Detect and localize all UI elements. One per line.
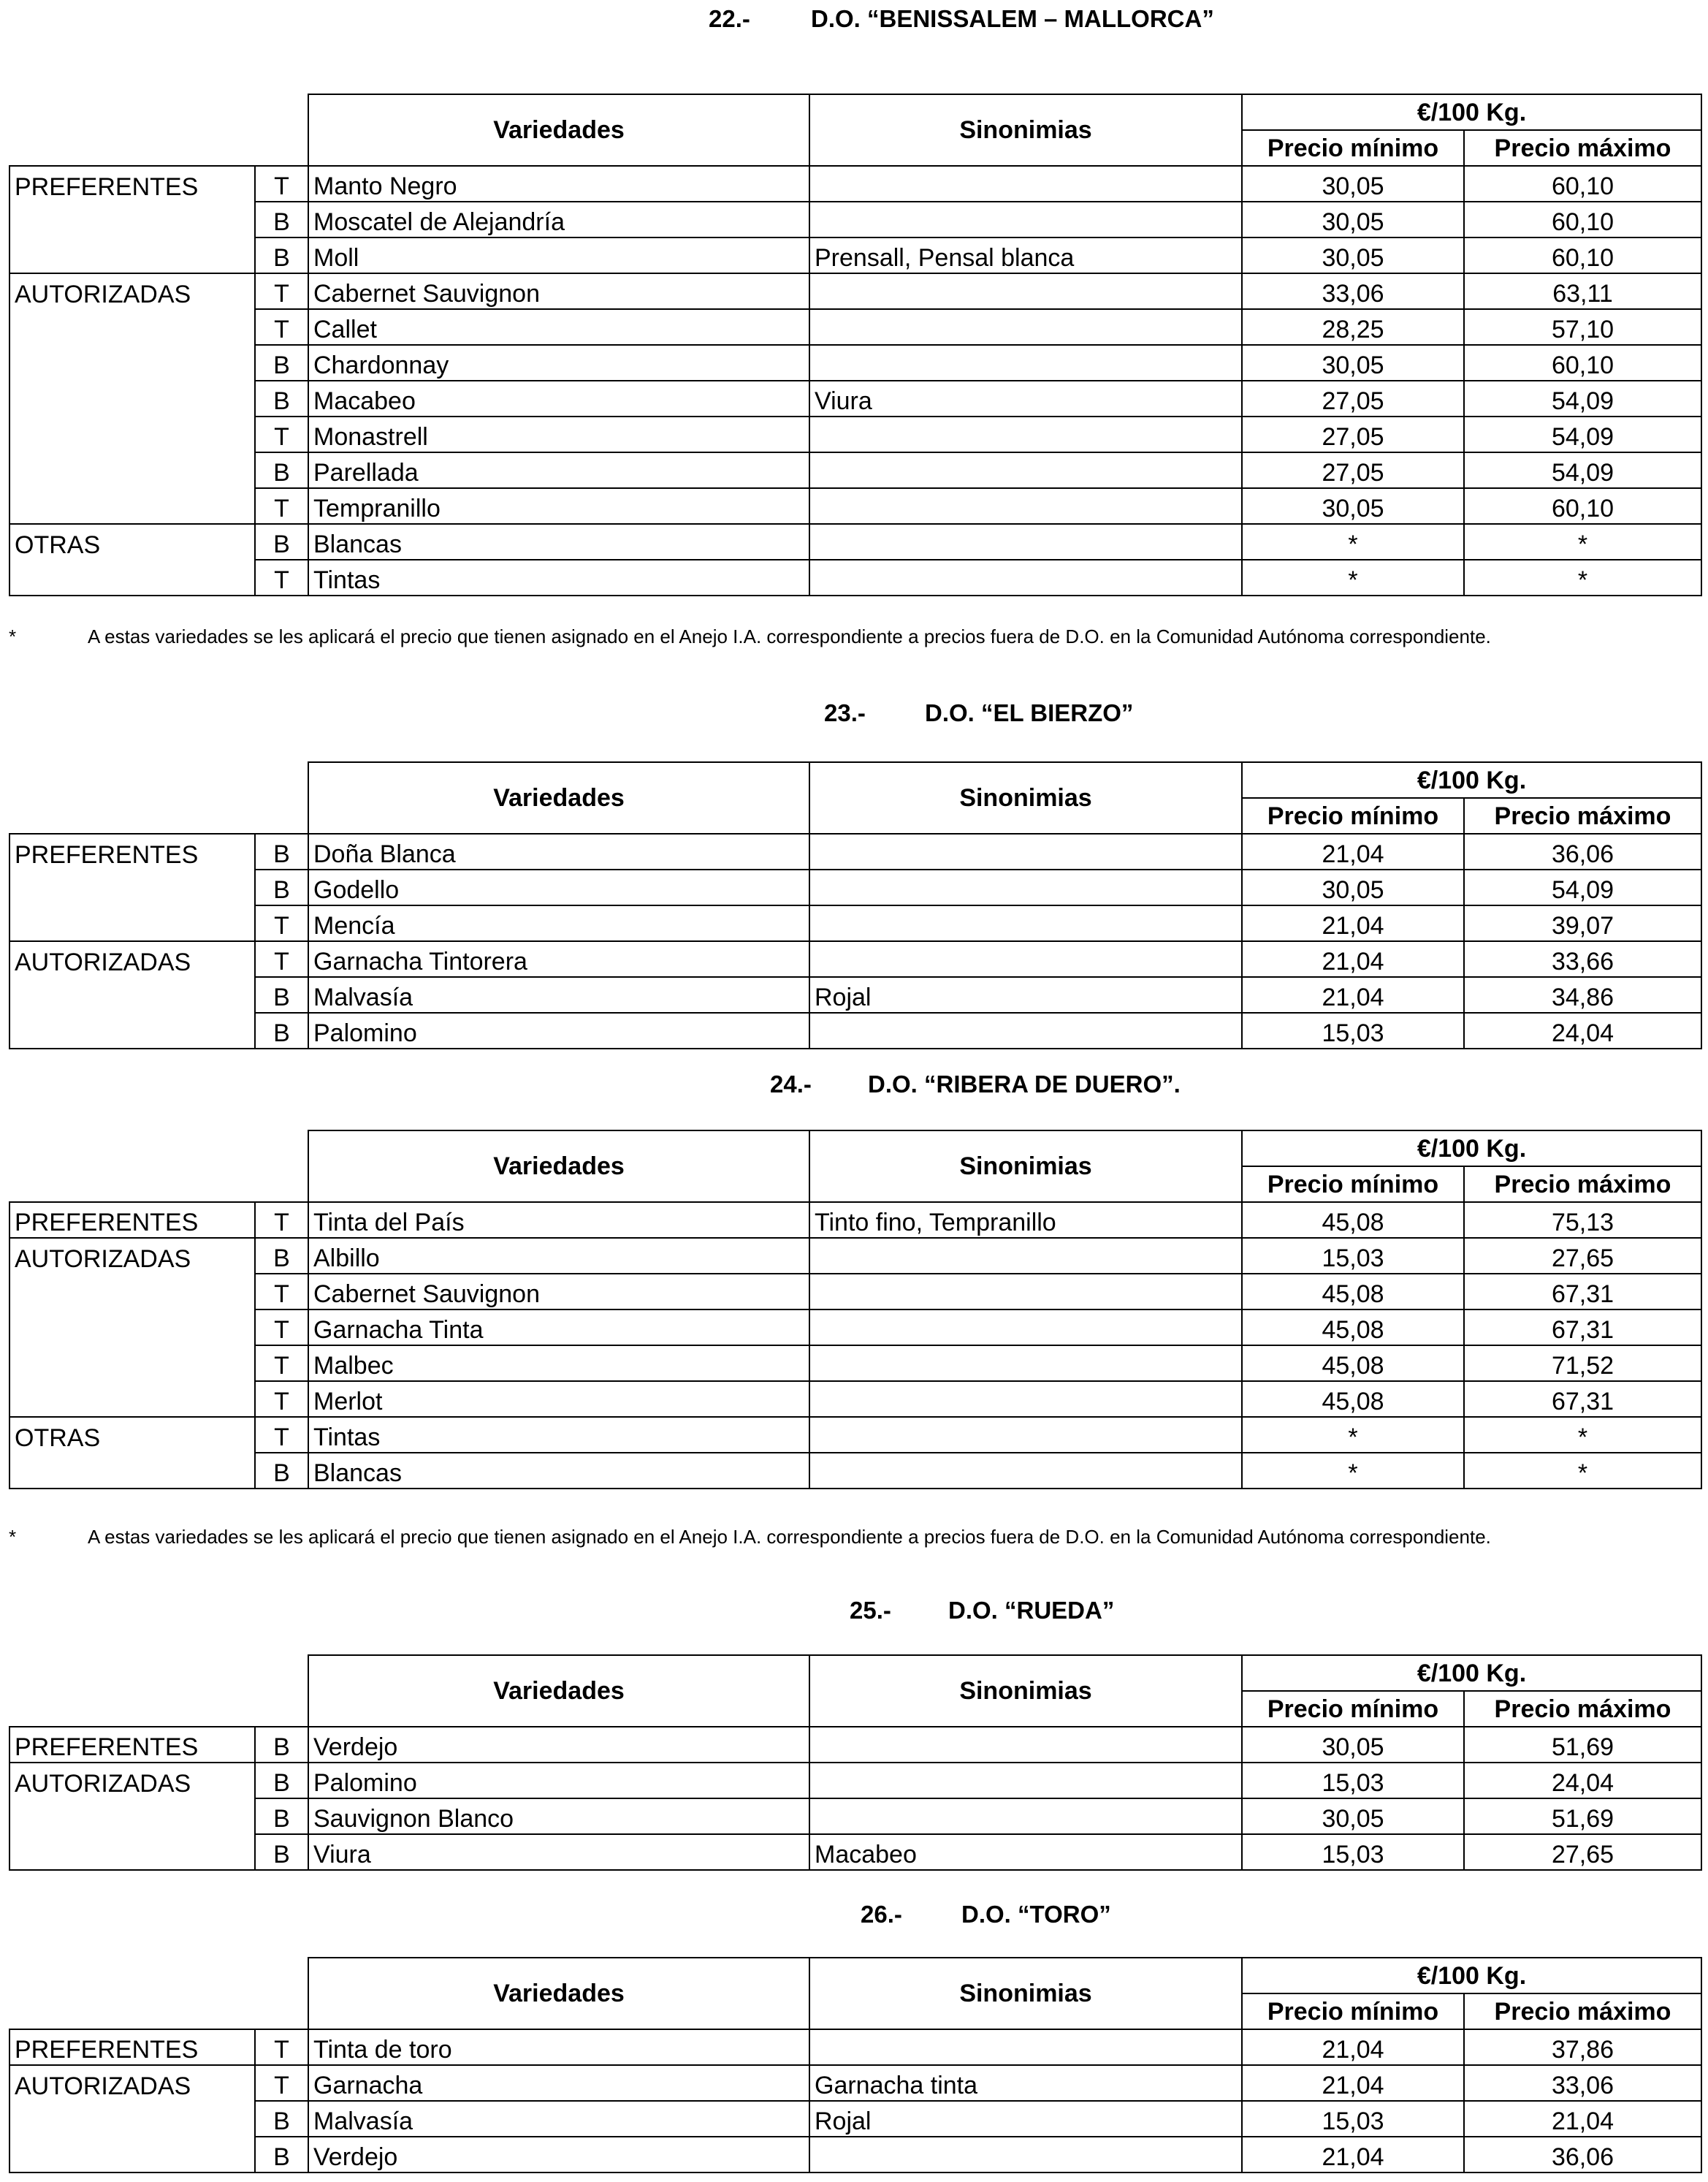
grape-type-cell: T bbox=[255, 1345, 308, 1381]
synonym-cell bbox=[809, 1381, 1242, 1417]
table-row bbox=[9, 381, 1701, 417]
category-cell bbox=[9, 381, 255, 417]
variety-cell: Malvasía bbox=[308, 2101, 809, 2137]
min-price-cell: 30,05 bbox=[1242, 870, 1464, 905]
variety-cell: Garnacha Tintorera bbox=[308, 941, 809, 977]
grape-type-cell: B bbox=[255, 2101, 308, 2137]
table-row bbox=[9, 2101, 1701, 2137]
grape-type-cell: T bbox=[255, 166, 308, 202]
section-title bbox=[0, 1068, 1708, 1100]
grape-type-cell: B bbox=[255, 977, 308, 1013]
variety-cell: Tintas bbox=[308, 560, 809, 596]
footnote-marker: * bbox=[9, 1526, 17, 1548]
synonym-cell bbox=[809, 488, 1242, 524]
header-precio-minimo: Precio mínimo bbox=[1242, 798, 1464, 834]
max-price-cell: 24,04 bbox=[1464, 1763, 1701, 1798]
table-row bbox=[9, 1798, 1701, 1834]
grape-type-cell: B bbox=[255, 1763, 308, 1798]
category-cell bbox=[9, 2137, 255, 2173]
category-cell bbox=[9, 1013, 255, 1049]
synonym-cell bbox=[809, 166, 1242, 202]
header-price-group: €/100 Kg. bbox=[1242, 1130, 1701, 1166]
synonym-cell bbox=[809, 560, 1242, 596]
synonym-cell bbox=[809, 1345, 1242, 1381]
synonym-cell bbox=[809, 309, 1242, 345]
grape-type-cell: T bbox=[255, 417, 308, 452]
category-cell: PREFERENTES bbox=[9, 1727, 255, 1763]
synonym-cell bbox=[809, 1309, 1242, 1345]
min-price-cell: 21,04 bbox=[1242, 977, 1464, 1013]
variety-cell: Chardonnay bbox=[308, 345, 809, 381]
header-precio-maximo: Precio máximo bbox=[1464, 798, 1701, 834]
variety-cell: Godello bbox=[308, 870, 809, 905]
variety-cell: Albillo bbox=[308, 1238, 809, 1274]
min-price-cell: 33,06 bbox=[1242, 273, 1464, 309]
max-price-cell: * bbox=[1464, 560, 1701, 596]
min-price-cell: 30,05 bbox=[1242, 1798, 1464, 1834]
variety-cell: Macabeo bbox=[308, 381, 809, 417]
synonym-cell bbox=[809, 941, 1242, 977]
variety-cell: Monastrell bbox=[308, 417, 809, 452]
max-price-cell: 21,04 bbox=[1464, 2101, 1701, 2137]
price-table bbox=[9, 761, 1702, 1049]
table-row bbox=[9, 1274, 1701, 1309]
section-heading: D.O. “RUEDA” bbox=[948, 1597, 1115, 1624]
grape-type-cell: B bbox=[255, 834, 308, 870]
category-cell: PREFERENTES bbox=[9, 1202, 255, 1238]
max-price-cell: 27,65 bbox=[1464, 1238, 1701, 1274]
synonym-cell bbox=[809, 1417, 1242, 1453]
category-cell bbox=[9, 870, 255, 905]
table-row bbox=[9, 452, 1701, 488]
grape-type-cell: B bbox=[255, 1013, 308, 1049]
table-row bbox=[9, 237, 1701, 273]
category-cell bbox=[9, 1798, 255, 1834]
max-price-cell: 67,31 bbox=[1464, 1381, 1701, 1417]
min-price-cell: 21,04 bbox=[1242, 905, 1464, 941]
grape-type-cell: T bbox=[255, 1274, 308, 1309]
category-cell bbox=[9, 1453, 255, 1489]
max-price-cell: * bbox=[1464, 1453, 1701, 1489]
min-price-cell: * bbox=[1242, 1453, 1464, 1489]
category-cell: PREFERENTES bbox=[9, 834, 255, 870]
header-price-group: €/100 Kg. bbox=[1242, 1958, 1701, 1993]
variety-cell: Tinta del País bbox=[308, 1202, 809, 1238]
max-price-cell: 57,10 bbox=[1464, 309, 1701, 345]
table-row bbox=[9, 345, 1701, 381]
category-cell bbox=[9, 2101, 255, 2137]
max-price-cell: * bbox=[1464, 524, 1701, 560]
category-cell bbox=[9, 905, 255, 941]
category-cell bbox=[9, 202, 255, 237]
category-cell: AUTORIZADAS bbox=[9, 1763, 255, 1798]
grape-type-cell: B bbox=[255, 237, 308, 273]
header-price-group: €/100 Kg. bbox=[1242, 762, 1701, 798]
footnote bbox=[9, 621, 1701, 652]
section-title bbox=[0, 3, 1708, 35]
category-cell: OTRAS bbox=[9, 1417, 255, 1453]
synonym-cell bbox=[809, 1727, 1242, 1763]
max-price-cell: 60,10 bbox=[1464, 202, 1701, 237]
synonym-cell: Prensall, Pensal blanca bbox=[809, 237, 1242, 273]
grape-type-cell: T bbox=[255, 1381, 308, 1417]
synonym-cell bbox=[809, 1013, 1242, 1049]
synonym-cell: Macabeo bbox=[809, 1834, 1242, 1870]
variety-cell: Parellada bbox=[308, 452, 809, 488]
max-price-cell: 60,10 bbox=[1464, 345, 1701, 381]
max-price-cell: 67,31 bbox=[1464, 1274, 1701, 1309]
category-cell bbox=[9, 488, 255, 524]
min-price-cell: 45,08 bbox=[1242, 1309, 1464, 1345]
synonym-cell bbox=[809, 202, 1242, 237]
min-price-cell: 30,05 bbox=[1242, 202, 1464, 237]
max-price-cell: 27,65 bbox=[1464, 1834, 1701, 1870]
min-price-cell: 45,08 bbox=[1242, 1274, 1464, 1309]
header-sinonimias: Sinonimias bbox=[809, 1958, 1242, 2029]
category-cell: AUTORIZADAS bbox=[9, 273, 255, 309]
variety-cell: Tintas bbox=[308, 1417, 809, 1453]
max-price-cell: 54,09 bbox=[1464, 381, 1701, 417]
table-row bbox=[9, 1453, 1701, 1489]
grape-type-cell: B bbox=[255, 202, 308, 237]
header-sinonimias: Sinonimias bbox=[809, 94, 1242, 166]
section-heading: D.O. “BENISSALEM – MALLORCA” bbox=[811, 5, 1214, 32]
table-row bbox=[9, 1834, 1701, 1870]
variety-cell: Garnacha bbox=[308, 2065, 809, 2101]
section-heading: D.O. “RIBERA DE DUERO”. bbox=[868, 1071, 1181, 1098]
variety-cell: Blancas bbox=[308, 524, 809, 560]
footnote bbox=[9, 1521, 1701, 1552]
synonym-cell bbox=[809, 1238, 1242, 1274]
min-price-cell: 45,08 bbox=[1242, 1202, 1464, 1238]
min-price-cell: 30,05 bbox=[1242, 237, 1464, 273]
category-cell bbox=[9, 1309, 255, 1345]
grape-type-cell: T bbox=[255, 1417, 308, 1453]
min-price-cell: 15,03 bbox=[1242, 2101, 1464, 2137]
grape-type-cell: B bbox=[255, 1798, 308, 1834]
synonym-cell bbox=[809, 2137, 1242, 2173]
table-row bbox=[9, 488, 1701, 524]
synonym-cell bbox=[809, 2029, 1242, 2065]
variety-cell: Cabernet Sauvignon bbox=[308, 1274, 809, 1309]
header-variedades: Variedades bbox=[308, 762, 809, 834]
category-cell bbox=[9, 1274, 255, 1309]
header-variedades: Variedades bbox=[308, 1130, 809, 1202]
header-variedades: Variedades bbox=[308, 94, 809, 166]
category-cell bbox=[9, 237, 255, 273]
category-cell bbox=[9, 309, 255, 345]
grape-type-cell: T bbox=[255, 2029, 308, 2065]
header-price-group: €/100 Kg. bbox=[1242, 94, 1701, 130]
price-table bbox=[9, 1654, 1702, 1871]
table-row bbox=[9, 1763, 1701, 1798]
min-price-cell: 15,03 bbox=[1242, 1238, 1464, 1274]
table-row bbox=[9, 1202, 1701, 1238]
min-price-cell: 21,04 bbox=[1242, 2137, 1464, 2173]
max-price-cell: 51,69 bbox=[1464, 1727, 1701, 1763]
grape-type-cell: T bbox=[255, 560, 308, 596]
table-row bbox=[9, 1309, 1701, 1345]
grape-type-cell: B bbox=[255, 1238, 308, 1274]
min-price-cell: 30,05 bbox=[1242, 345, 1464, 381]
header-precio-minimo: Precio mínimo bbox=[1242, 130, 1464, 166]
table-row bbox=[9, 2137, 1701, 2173]
variety-cell: Tempranillo bbox=[308, 488, 809, 524]
synonym-cell: Tinto fino, Tempranillo bbox=[809, 1202, 1242, 1238]
table-row bbox=[9, 1381, 1701, 1417]
category-cell bbox=[9, 345, 255, 381]
min-price-cell: * bbox=[1242, 1417, 1464, 1453]
section-number: 24.- bbox=[770, 1071, 812, 1098]
category-cell: OTRAS bbox=[9, 524, 255, 560]
min-price-cell: 30,05 bbox=[1242, 488, 1464, 524]
category-cell bbox=[9, 560, 255, 596]
grape-type-cell: B bbox=[255, 1727, 308, 1763]
synonym-cell bbox=[809, 417, 1242, 452]
header-precio-minimo: Precio mínimo bbox=[1242, 1166, 1464, 1202]
max-price-cell: 33,06 bbox=[1464, 2065, 1701, 2101]
header-row bbox=[9, 1958, 1701, 1993]
variety-cell: Tinta de toro bbox=[308, 2029, 809, 2065]
header-precio-minimo: Precio mínimo bbox=[1242, 1691, 1464, 1727]
variety-cell: Palomino bbox=[308, 1763, 809, 1798]
synonym-cell bbox=[809, 1763, 1242, 1798]
category-cell: PREFERENTES bbox=[9, 2029, 255, 2065]
grape-type-cell: T bbox=[255, 273, 308, 309]
max-price-cell: 60,10 bbox=[1464, 237, 1701, 273]
table-row bbox=[9, 202, 1701, 237]
min-price-cell: 15,03 bbox=[1242, 1763, 1464, 1798]
table-row bbox=[9, 905, 1701, 941]
max-price-cell: 63,11 bbox=[1464, 273, 1701, 309]
table-row bbox=[9, 2065, 1701, 2101]
min-price-cell: 15,03 bbox=[1242, 1834, 1464, 1870]
max-price-cell: 54,09 bbox=[1464, 452, 1701, 488]
min-price-cell: 27,05 bbox=[1242, 417, 1464, 452]
max-price-cell: 36,06 bbox=[1464, 834, 1701, 870]
variety-cell: Merlot bbox=[308, 1381, 809, 1417]
min-price-cell: 15,03 bbox=[1242, 1013, 1464, 1049]
header-precio-minimo: Precio mínimo bbox=[1242, 1993, 1464, 2029]
min-price-cell: 21,04 bbox=[1242, 941, 1464, 977]
table-row bbox=[9, 1345, 1701, 1381]
variety-cell: Verdejo bbox=[308, 1727, 809, 1763]
header-variedades: Variedades bbox=[308, 1958, 809, 2029]
variety-cell: Malvasía bbox=[308, 977, 809, 1013]
variety-cell: Doña Blanca bbox=[308, 834, 809, 870]
header-precio-maximo: Precio máximo bbox=[1464, 1166, 1701, 1202]
table-row bbox=[9, 834, 1701, 870]
synonym-cell: Rojal bbox=[809, 977, 1242, 1013]
header-precio-maximo: Precio máximo bbox=[1464, 130, 1701, 166]
synonym-cell bbox=[809, 452, 1242, 488]
min-price-cell: 21,04 bbox=[1242, 834, 1464, 870]
variety-cell: Moscatel de Alejandría bbox=[308, 202, 809, 237]
min-price-cell: 21,04 bbox=[1242, 2065, 1464, 2101]
grape-type-cell: T bbox=[255, 488, 308, 524]
table-row bbox=[9, 1417, 1701, 1453]
synonym-cell bbox=[809, 273, 1242, 309]
section-number: 25.- bbox=[850, 1597, 891, 1624]
min-price-cell: 45,08 bbox=[1242, 1345, 1464, 1381]
header-sinonimias: Sinonimias bbox=[809, 1655, 1242, 1727]
grape-type-cell: B bbox=[255, 381, 308, 417]
min-price-cell: 45,08 bbox=[1242, 1381, 1464, 1417]
category-cell: AUTORIZADAS bbox=[9, 941, 255, 977]
header-precio-maximo: Precio máximo bbox=[1464, 1691, 1701, 1727]
max-price-cell: 51,69 bbox=[1464, 1798, 1701, 1834]
header-precio-maximo: Precio máximo bbox=[1464, 1993, 1701, 2029]
min-price-cell: 21,04 bbox=[1242, 2029, 1464, 2065]
price-table bbox=[9, 1130, 1702, 1489]
section-heading: D.O. “TORO” bbox=[961, 1901, 1111, 1928]
header-row bbox=[9, 762, 1701, 798]
category-cell: PREFERENTES bbox=[9, 166, 255, 202]
header-row bbox=[9, 94, 1701, 130]
max-price-cell: 34,86 bbox=[1464, 977, 1701, 1013]
table-row bbox=[9, 417, 1701, 452]
header-row bbox=[9, 1655, 1701, 1691]
synonym-cell: Viura bbox=[809, 381, 1242, 417]
table-row bbox=[9, 977, 1701, 1013]
table-row bbox=[9, 560, 1701, 596]
table-row bbox=[9, 273, 1701, 309]
header-row bbox=[9, 1130, 1701, 1166]
table-row bbox=[9, 166, 1701, 202]
variety-cell: Callet bbox=[308, 309, 809, 345]
min-price-cell: 30,05 bbox=[1242, 1727, 1464, 1763]
synonym-cell bbox=[809, 345, 1242, 381]
synonym-cell bbox=[809, 1798, 1242, 1834]
synonym-cell: Rojal bbox=[809, 2101, 1242, 2137]
variety-cell: Verdejo bbox=[308, 2137, 809, 2173]
price-table bbox=[9, 94, 1702, 596]
header-sinonimias: Sinonimias bbox=[809, 1130, 1242, 1202]
header-variedades: Variedades bbox=[308, 1655, 809, 1727]
grape-type-cell: B bbox=[255, 870, 308, 905]
max-price-cell: 75,13 bbox=[1464, 1202, 1701, 1238]
synonym-cell bbox=[809, 905, 1242, 941]
price-table bbox=[9, 1957, 1702, 2173]
grape-type-cell: B bbox=[255, 524, 308, 560]
synonym-cell bbox=[809, 870, 1242, 905]
min-price-cell: 27,05 bbox=[1242, 452, 1464, 488]
grape-type-cell: B bbox=[255, 1834, 308, 1870]
section-number: 26.- bbox=[861, 1901, 902, 1928]
grape-type-cell: B bbox=[255, 2137, 308, 2173]
category-cell bbox=[9, 1834, 255, 1870]
variety-cell: Sauvignon Blanco bbox=[308, 1798, 809, 1834]
max-price-cell: 33,66 bbox=[1464, 941, 1701, 977]
max-price-cell: * bbox=[1464, 1417, 1701, 1453]
variety-cell: Viura bbox=[308, 1834, 809, 1870]
max-price-cell: 60,10 bbox=[1464, 488, 1701, 524]
max-price-cell: 54,09 bbox=[1464, 417, 1701, 452]
table-row bbox=[9, 1238, 1701, 1274]
grape-type-cell: T bbox=[255, 1202, 308, 1238]
table-row bbox=[9, 1013, 1701, 1049]
table-row bbox=[9, 2029, 1701, 2065]
section-title bbox=[0, 1898, 1708, 1931]
grape-type-cell: T bbox=[255, 1309, 308, 1345]
table-row bbox=[9, 1727, 1701, 1763]
min-price-cell: 30,05 bbox=[1242, 166, 1464, 202]
grape-type-cell: B bbox=[255, 345, 308, 381]
synonym-cell bbox=[809, 1274, 1242, 1309]
category-cell bbox=[9, 417, 255, 452]
section-title bbox=[0, 697, 1708, 729]
min-price-cell: * bbox=[1242, 524, 1464, 560]
grape-type-cell: T bbox=[255, 2065, 308, 2101]
section-number: 22.- bbox=[709, 5, 750, 32]
variety-cell: Malbec bbox=[308, 1345, 809, 1381]
footnote-text: A estas variedades se les aplicará el precio que tienen asignado en el Anejo I.A. correspondiente a precios fuera de D.O. en la Comunidad Autónoma correspondiente. bbox=[88, 626, 1491, 647]
grape-type-cell: T bbox=[255, 941, 308, 977]
section-title bbox=[0, 1594, 1708, 1627]
category-cell bbox=[9, 1345, 255, 1381]
category-cell: AUTORIZADAS bbox=[9, 1238, 255, 1274]
variety-cell: Manto Negro bbox=[308, 166, 809, 202]
table-row bbox=[9, 524, 1701, 560]
variety-cell: Garnacha Tinta bbox=[308, 1309, 809, 1345]
footnote-marker: * bbox=[9, 626, 17, 647]
variety-cell: Moll bbox=[308, 237, 809, 273]
grape-type-cell: T bbox=[255, 905, 308, 941]
table-row bbox=[9, 870, 1701, 905]
section-number: 23.- bbox=[824, 699, 866, 726]
section-heading: D.O. “EL BIERZO” bbox=[925, 699, 1134, 726]
table-row bbox=[9, 309, 1701, 345]
category-cell bbox=[9, 452, 255, 488]
max-price-cell: 71,52 bbox=[1464, 1345, 1701, 1381]
max-price-cell: 37,86 bbox=[1464, 2029, 1701, 2065]
min-price-cell: 28,25 bbox=[1242, 309, 1464, 345]
category-cell: AUTORIZADAS bbox=[9, 2065, 255, 2101]
category-cell bbox=[9, 977, 255, 1013]
grape-type-cell: T bbox=[255, 309, 308, 345]
max-price-cell: 67,31 bbox=[1464, 1309, 1701, 1345]
synonym-cell bbox=[809, 834, 1242, 870]
header-sinonimias: Sinonimias bbox=[809, 762, 1242, 834]
synonym-cell bbox=[809, 1453, 1242, 1489]
variety-cell: Blancas bbox=[308, 1453, 809, 1489]
synonym-cell bbox=[809, 524, 1242, 560]
variety-cell: Palomino bbox=[308, 1013, 809, 1049]
min-price-cell: * bbox=[1242, 560, 1464, 596]
max-price-cell: 39,07 bbox=[1464, 905, 1701, 941]
max-price-cell: 54,09 bbox=[1464, 870, 1701, 905]
max-price-cell: 36,06 bbox=[1464, 2137, 1701, 2173]
header-price-group: €/100 Kg. bbox=[1242, 1655, 1701, 1691]
grape-type-cell: B bbox=[255, 452, 308, 488]
grape-type-cell: B bbox=[255, 1453, 308, 1489]
min-price-cell: 27,05 bbox=[1242, 381, 1464, 417]
variety-cell: Cabernet Sauvignon bbox=[308, 273, 809, 309]
table-row bbox=[9, 941, 1701, 977]
synonym-cell: Garnacha tinta bbox=[809, 2065, 1242, 2101]
category-cell bbox=[9, 1381, 255, 1417]
variety-cell: Mencía bbox=[308, 905, 809, 941]
max-price-cell: 60,10 bbox=[1464, 166, 1701, 202]
footnote-text: A estas variedades se les aplicará el precio que tienen asignado en el Anejo I.A. correspondiente a precios fuera de D.O. en la Comunidad Autónoma correspondiente. bbox=[88, 1526, 1491, 1548]
max-price-cell: 24,04 bbox=[1464, 1013, 1701, 1049]
